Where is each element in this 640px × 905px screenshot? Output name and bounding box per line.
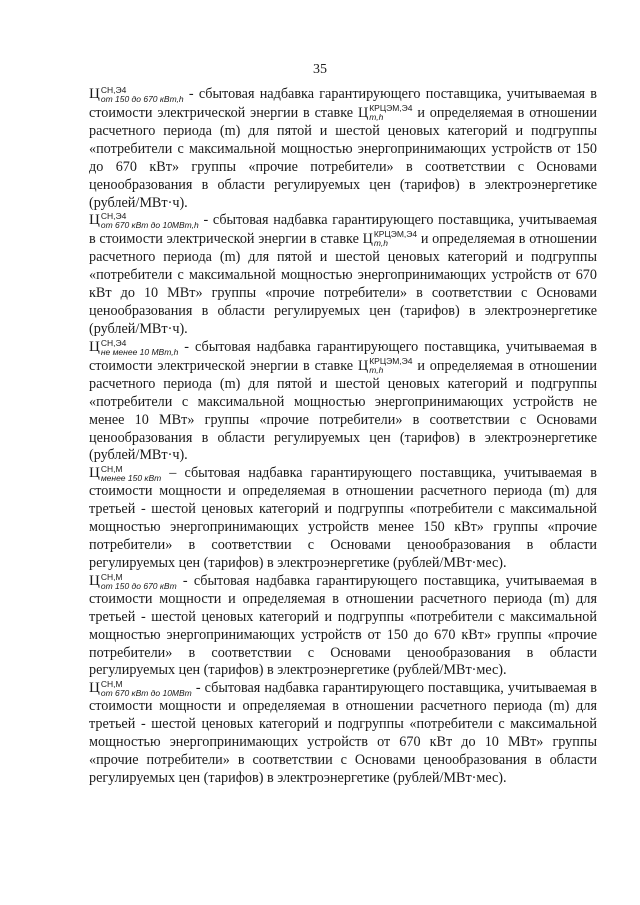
inline-symbol: Ц КРЦЭМ,Э4 m,h	[362, 229, 418, 249]
inline-symbol: Ц КРЦЭМ,Э4 m,h	[357, 103, 413, 122]
definition-text-continued: и определяемая в отношении расчетного периода (m) для пятой и шестой ценовых категорий и подгруппы «потребители с максимальной мощностью энергопринимающих устройств от 150 до 670 кВт» группы «прочие потребители» в соответствии с Основами ценообразования в области регулируемых цен (тарифов) в электроэнергетике (рублей/МВт·ч).	[89, 105, 597, 211]
definition-item-6	[89, 680, 597, 788]
tariff-symbol: Ц СН,М от 150 до 670 кВт	[89, 571, 177, 591]
tariff-symbol: Ц СН,М от 670 кВт до 10МВт	[89, 679, 192, 699]
definition-text: - сбытовая надбавка гарантирующего поставщика, учитываемая в стоимости электрической энергии в ставке	[89, 212, 597, 248]
inline-symbol: Ц КРЦЭМ,Э4 m,h	[357, 355, 413, 375]
definition-item-3	[89, 339, 597, 465]
definition-text-continued: и определяемая в отношении расчетного периода (m) для пятой и шестой ценовых категорий и подгруппы «потребители с максимальной мощностью энергопринимающих устройств не менее 10 МВт» группы «прочие потребители» в соответствии с Основами ценообразования в области регулируемых цен (тарифов) в электроэнергетике (рублей/МВт·ч).	[89, 357, 597, 464]
definition-text: - сбытовая надбавка гарантирующего поставщика, учитываемая в стоимости мощности и определяемая в отношении расчетного периода (m) для третьей - шестой ценовых категорий и подгруппы «потребители с максимальной мощностью энергопринимающих устройств от 670 кВт до 10 МВт» группы «прочие потребители» в соответствии с Основами ценообразования в области регулируемых цен (тарифов) в электроэнергетике (рублей/МВт·мес).	[89, 680, 597, 786]
page-number: 35	[313, 62, 327, 77]
tariff-symbol: Ц СН,Э4 не менее 10 МВт,h	[89, 337, 179, 357]
definition-item-4	[89, 465, 597, 573]
tariff-symbol: Ц СН,Э4 от 670 кВт до 10МВт,h	[89, 211, 199, 231]
definition-item-2	[89, 212, 597, 338]
tariff-symbol: Ц СН,Э4 от 150 до 670 кВт,h	[89, 85, 184, 104]
definition-text: - сбытовая надбавка гарантирующего поставщика, учитываемая в стоимости электрической энергии в ставке	[89, 86, 597, 121]
definition-item-5	[89, 573, 597, 681]
definition-item-1	[89, 86, 597, 212]
tariff-symbol: Ц СН,М менее 150 кВт	[89, 464, 162, 484]
definition-text: - сбытовая надбавка гарантирующего поставщика, учитываемая в стоимости электрической энергии в ставке	[89, 338, 597, 374]
definition-text: – сбытовая надбавка гарантирующего поставщика, учитываемая в стоимости мощности и определяемая в отношении расчетного периода (m) для третьей - шестой ценовых категорий и подгруппы «потребители с максимальной мощностью энергопринимающих устройств менее 150 кВт» группы «прочие потребители» в соответствии с Основами ценообразования в области регулируемых цен (тарифов) в электроэнергетике (рублей/МВт·мес).	[89, 465, 597, 571]
definition-text-continued: и определяемая в отношении расчетного периода (m) для пятой и шестой ценовых категорий и подгруппы «потребители с максимальной мощностью энергопринимающих устройств от 670 кВт до 10 МВт» группы «прочие потребители» в соответствии с Основами ценообразования в области регулируемых цен (тарифов) в электроэнергетике (рублей/МВт·ч).	[89, 231, 597, 337]
definitions-list	[89, 86, 597, 788]
definition-text: - сбытовая надбавка гарантирующего поставщика, учитываемая в стоимости мощности и определяемая в отношении расчетного периода (m) для третьей - шестой ценовых категорий и подгруппы «потребители с максимальной мощностью энергопринимающих устройств от 150 до 670 кВт» группы «прочие потребители» в соответствии с Основами ценообразования в области регулируемых цен (тарифов) в электроэнергетике (рублей/МВт·мес).	[89, 572, 597, 679]
